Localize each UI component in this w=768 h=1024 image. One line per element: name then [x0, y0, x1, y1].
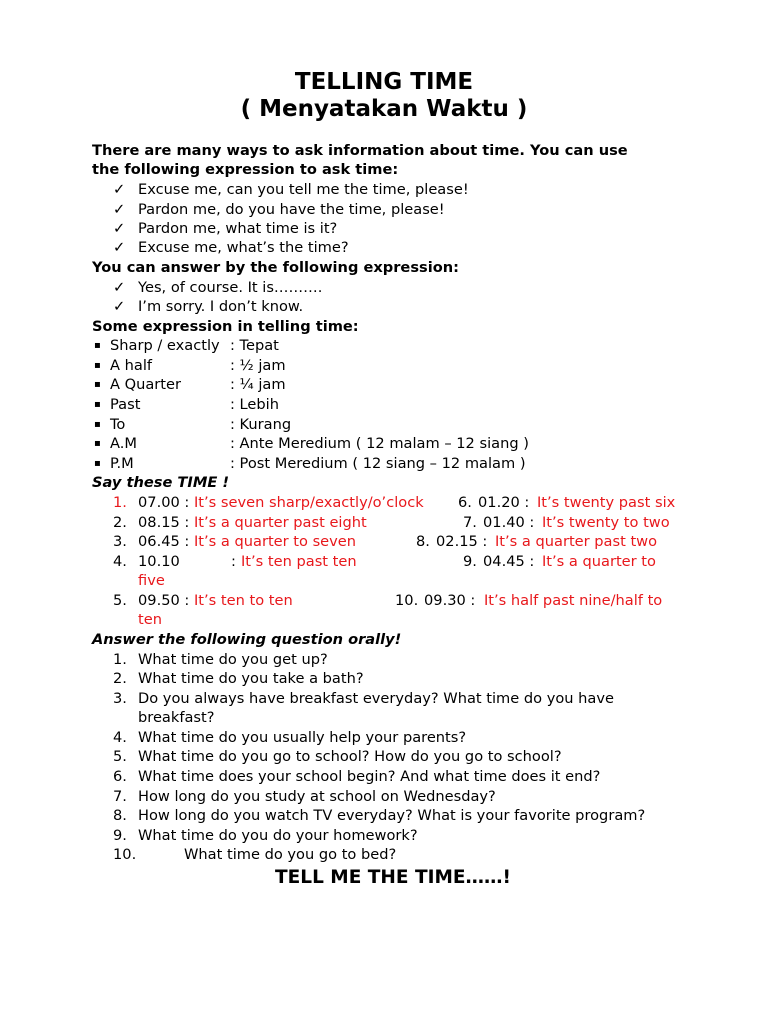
- expression-label: To: [110, 416, 126, 433]
- question-number: 2.: [113, 670, 127, 687]
- say-answer-continuation: ten: [138, 611, 162, 628]
- expression-label: Past: [110, 396, 141, 413]
- bullet-icon: ▪: [94, 379, 101, 390]
- question-number: 1.: [113, 651, 127, 668]
- closing-line: TELL ME THE TIME……!: [275, 867, 511, 888]
- say-number: 6.: [458, 494, 472, 511]
- page-title: TELLING TIME: [294, 69, 474, 95]
- question-number: 10.: [113, 846, 137, 863]
- question-text: What time do you go to school? How do you go to school?: [138, 748, 562, 765]
- say-number: 8.: [416, 533, 430, 550]
- ask-item-text: Excuse me, what’s the time?: [138, 239, 349, 256]
- answer-item-text: Yes, of course. It is……….: [138, 279, 323, 296]
- question-number: 8.: [113, 807, 127, 824]
- question-text: What time do you do your homework?: [138, 827, 418, 844]
- question-number: 7.: [113, 788, 127, 805]
- question-number: 5.: [113, 748, 127, 765]
- say-time: 10.10: [138, 553, 180, 570]
- say-number: 1.: [113, 494, 127, 511]
- ask-item-text: Pardon me, do you have the time, please!: [138, 201, 445, 218]
- say-answer-continuation: five: [138, 572, 165, 589]
- say-time: 01.40 :: [483, 514, 535, 531]
- question-text: What time do you get up?: [138, 651, 328, 668]
- say-time: 08.15 :: [138, 514, 190, 531]
- question-continuation: breakfast?: [138, 709, 215, 726]
- expression-label: P.M: [110, 455, 134, 472]
- say-number: 4.: [113, 553, 127, 570]
- question-text: What time do you take a bath?: [138, 670, 364, 687]
- bullet-icon: ▪: [94, 340, 101, 351]
- intro-line-1: There are many ways to ask information about time. You can use: [92, 142, 628, 159]
- expression-value: : Ante Meredium ( 12 malam – 12 siang ): [230, 435, 529, 452]
- answer-heading: You can answer by the following expression:: [92, 259, 459, 276]
- say-answer: It’s half past nine/half to: [484, 592, 663, 609]
- intro-line-2: the following expression to ask time:: [92, 161, 399, 178]
- say-heading: Say these TIME !: [92, 474, 230, 491]
- expression-label: A half: [110, 357, 153, 374]
- bullet-icon: ▪: [94, 399, 101, 410]
- say-number: 10.: [395, 592, 419, 609]
- question-text: Do you always have breakfast everyday? What time do you have: [138, 690, 614, 707]
- expression-value: : ¼ jam: [230, 376, 286, 393]
- say-answer: It’s a quarter past eight: [194, 514, 367, 531]
- bullet-icon: ▪: [94, 360, 101, 371]
- say-time: 01.20 :: [478, 494, 530, 511]
- question-number: 6.: [113, 768, 127, 785]
- say-time: 09.50 :: [138, 592, 190, 609]
- ask-item-text: Excuse me, can you tell me the time, please!: [138, 181, 469, 198]
- say-time: 06.45 :: [138, 533, 190, 550]
- expression-label: Sharp / exactly: [110, 337, 220, 354]
- say-answer: It’s twenty past six: [537, 494, 676, 511]
- question-number: 9.: [113, 827, 127, 844]
- expression-value: : Tepat: [230, 337, 279, 354]
- say-time: 07.00 :: [138, 494, 190, 511]
- bullet-icon: ▪: [94, 458, 101, 469]
- say-answer: It’s a quarter to seven: [194, 533, 357, 550]
- bullet-icon: ▪: [94, 438, 101, 449]
- question-text: What time do you usually help your parents?: [138, 729, 467, 746]
- expression-value: : Post Meredium ( 12 siang – 12 malam ): [230, 455, 526, 472]
- question-text: How long do you watch TV everyday? What is your favorite program?: [138, 807, 646, 824]
- say-number: 5.: [113, 592, 127, 609]
- checkmark-icon: ✓: [113, 220, 126, 237]
- question-text: How long do you study at school on Wednesday?: [138, 788, 496, 805]
- say-answer: It’s a quarter past two: [495, 533, 658, 550]
- question-heading: Answer the following question orally!: [92, 631, 402, 648]
- expression-label: A.M: [110, 435, 137, 452]
- checkmark-icon: ✓: [113, 201, 126, 218]
- say-number: 2.: [113, 514, 127, 531]
- expression-value: : Kurang: [230, 416, 292, 433]
- bullet-icon: ▪: [94, 419, 101, 430]
- page-subtitle: ( Menyatakan Waktu ): [240, 96, 528, 122]
- say-time: 02.15 :: [436, 533, 488, 550]
- expression-value: : Lebih: [230, 396, 279, 413]
- question-text: What time does your school begin? And what time does it end?: [138, 768, 601, 785]
- say-colon: :: [231, 553, 236, 570]
- checkmark-icon: ✓: [113, 279, 126, 296]
- say-time: 04.45 :: [483, 553, 535, 570]
- checkmark-icon: ✓: [113, 239, 126, 256]
- say-answer: It’s a quarter to: [542, 553, 656, 570]
- checkmark-icon: ✓: [113, 181, 126, 198]
- expression-heading: Some expression in telling time:: [92, 318, 359, 335]
- ask-item-text: Pardon me, what time is it?: [138, 220, 338, 237]
- expression-label: A Quarter: [110, 376, 182, 393]
- say-number: 9.: [463, 553, 477, 570]
- question-number: 4.: [113, 729, 127, 746]
- say-answer: It’s seven sharp/exactly/o’clock: [194, 494, 424, 511]
- expression-value: : ½ jam: [230, 357, 286, 374]
- say-number: 3.: [113, 533, 127, 550]
- answer-item-text: I’m sorry. I don’t know.: [138, 298, 304, 315]
- checkmark-icon: ✓: [113, 298, 126, 315]
- say-answer: It’s twenty to two: [542, 514, 670, 531]
- say-answer: It’s ten to ten: [194, 592, 293, 609]
- question-number: 3.: [113, 690, 127, 707]
- say-answer: It’s ten past ten: [241, 553, 357, 570]
- question-text: What time do you go to bed?: [184, 846, 397, 863]
- say-time: 09.30 :: [424, 592, 476, 609]
- say-number: 7.: [463, 514, 477, 531]
